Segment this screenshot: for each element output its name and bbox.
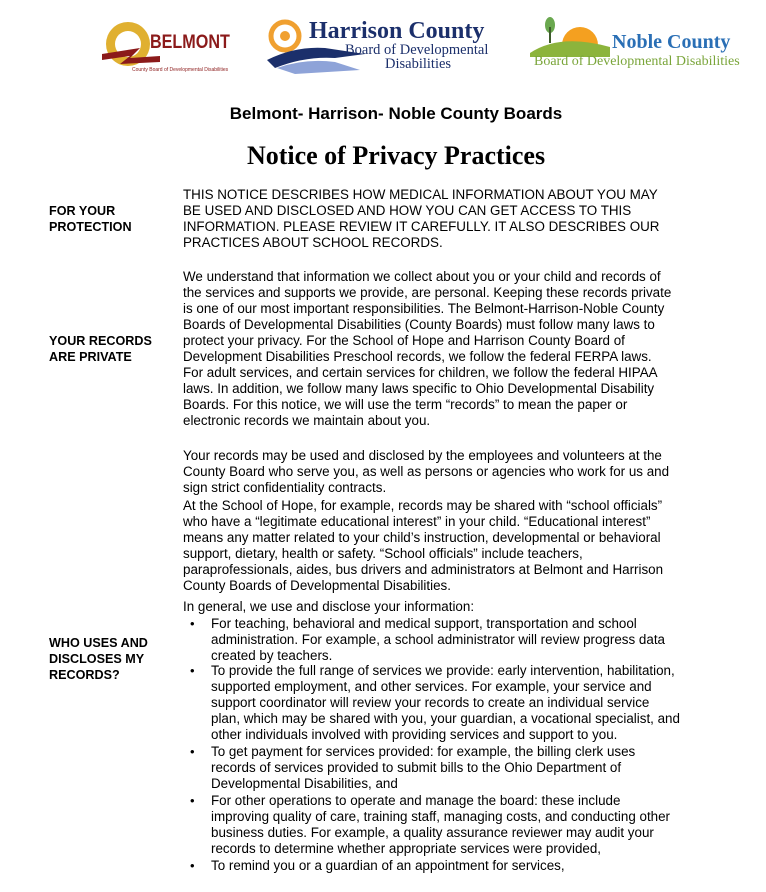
label-line: WHO USES AND <box>49 636 148 650</box>
bullet-item <box>190 663 680 743</box>
noble-sub: Board of Developmental Disabilities <box>534 54 740 69</box>
text-line: other individuals involved with providing services and support to you. <box>211 727 618 742</box>
text-line: records to determine whether appropriate services were provided, <box>211 841 602 856</box>
text-line: County Boards of Developmental Disabilities. <box>183 578 451 593</box>
bullet-item <box>190 858 565 874</box>
text-line: who have a “legitimate educational interest” in your child. “Educational interest” <box>183 514 651 529</box>
bullet-icon: • <box>190 793 195 808</box>
text-line: Development Disabilities Preschool records, we follow the federal FERPA laws. <box>183 349 652 364</box>
text-line: is one of our most important responsibilities. The Belmont-Harrison-Noble County <box>183 301 665 316</box>
text-line: For teaching, behavioral and medical support, transportation and school <box>211 616 637 631</box>
text-line: Boards. For this notice, we will use the term “records” to mean the paper or <box>183 397 628 412</box>
noble-name: Noble County <box>612 31 731 53</box>
text-line: support coordinator will review your records to create an individual service <box>211 695 650 710</box>
text-line: In general, we use and disclose your information: <box>183 599 475 614</box>
label-line: PROTECTION <box>49 220 132 234</box>
text-line: improving quality of care, training staff, managing costs, and conducting other <box>211 809 671 824</box>
text-line: For other operations to operate and manage the board: these include <box>211 793 621 808</box>
bullet-item <box>190 744 636 792</box>
notice-paragraph <box>183 187 659 251</box>
noble-logo <box>530 15 750 75</box>
text-line: INFORMATION. PLEASE REVIEW IT CAREFULLY. IT ALSO DESCRIBES OUR <box>183 219 660 234</box>
label-line: ARE PRIVATE <box>49 350 132 364</box>
bullet-icon: • <box>190 616 195 631</box>
text-line: paraprofessionals, aides, bus drivers and administrators at Belmont and Harrison <box>183 562 664 577</box>
text-line: the services and supports we provide, are personal. Keeping these records private <box>183 285 672 300</box>
text-line: support, dietary, health or safety. “School officials” include teachers, <box>183 546 583 561</box>
text-line: sign strict confidentiality contracts. <box>183 480 387 495</box>
bullet-icon: • <box>190 663 195 678</box>
text-line: administration. For example, a school administrator will review progress data <box>211 632 665 647</box>
harrison-name: Harrison County <box>309 18 485 44</box>
bullet-item <box>190 616 665 664</box>
text-line: protect your privacy. For the School of Hope and Harrison County Board of <box>183 333 625 348</box>
text-line: electronic records we maintain about you. <box>183 413 431 428</box>
text-line: We understand that information we collect about you or your child and records of <box>183 269 661 284</box>
text-line: business duties. For example, a quality assurance reviewer may audit your <box>211 825 654 840</box>
label-your-records-are-private <box>49 333 152 365</box>
text-line: To provide the full range of services we provide: early intervention, habilitation, <box>211 663 675 678</box>
harrison-logo <box>265 18 510 76</box>
school-officials-paragraph <box>183 498 663 594</box>
text-line: PRACTICES ABOUT SCHOOL RECORDS. <box>183 235 443 250</box>
label-line: DISCLOSES MY <box>49 652 145 666</box>
bullet-icon: • <box>190 744 195 759</box>
records-private-paragraph <box>183 269 671 429</box>
text-line: means any matter related to your child’s instruction, developmental or behavioral <box>183 530 661 545</box>
label-line: YOUR RECORDS <box>49 334 152 348</box>
text-line: Your records may be used and disclosed by the employees and volunteers at the <box>183 448 662 463</box>
label-line: RECORDS? <box>49 668 120 682</box>
text-line: laws. In addition, we follow many laws specific to Ohio Developmental Disability <box>183 381 655 396</box>
text-line: created by teachers. <box>211 648 333 663</box>
noble-emblem-icon <box>530 15 615 57</box>
text-line: To remind you or a guardian of an appointment for services, <box>211 858 565 873</box>
text-line: supported employment, and other services. For example, your service and <box>211 679 652 694</box>
text-line: THIS NOTICE DESCRIBES HOW MEDICAL INFORMATION ABOUT YOU MAY <box>183 187 658 202</box>
text-line: Boards of Developmental Disabilities (County Boards) must follow many laws to <box>183 317 655 332</box>
harrison-line3: Disabilities <box>385 56 452 72</box>
text-line: County Board who serve you, as well as persons or agencies who work for us and <box>183 464 670 479</box>
text-line: BE USED AND DISCLOSED AND HOW YOU CAN GET ACCESS TO THIS <box>183 203 632 218</box>
belmont-logo <box>100 20 235 78</box>
page-title: Notice of Privacy Practices <box>246 141 546 170</box>
bullet-icon: • <box>190 858 195 873</box>
text-line: For adult services, and certain services for children, we follow the federal HIPAA <box>183 365 658 380</box>
belmont-sub: County Board of Developmental Disabilities <box>132 67 229 73</box>
text-line: At the School of Hope, for example, records may be shared with “school officials” <box>183 498 663 513</box>
belmont-name: BELMONT <box>150 32 230 53</box>
label-for-your-protection <box>49 203 132 235</box>
text-line: records of services provided to submit bills to the Ohio Department of <box>211 760 622 775</box>
bullet-item <box>190 793 671 857</box>
who-uses-paragraph <box>183 448 669 496</box>
text-line: Developmental Disabilities, and <box>211 776 398 791</box>
text-line: plan, which may be shared with you, your guardian, a vocational specialist, and <box>211 711 680 726</box>
text-line: To get payment for services provided: for example, the billing clerk uses <box>211 744 636 759</box>
boards-heading: Belmont- Harrison- Noble County Boards <box>229 104 563 123</box>
label-who-uses-and-discloses <box>49 635 148 683</box>
label-line: FOR YOUR <box>49 204 116 218</box>
in-general-paragraph <box>183 599 474 615</box>
harrison-line2: Board of Developmental <box>345 42 489 58</box>
